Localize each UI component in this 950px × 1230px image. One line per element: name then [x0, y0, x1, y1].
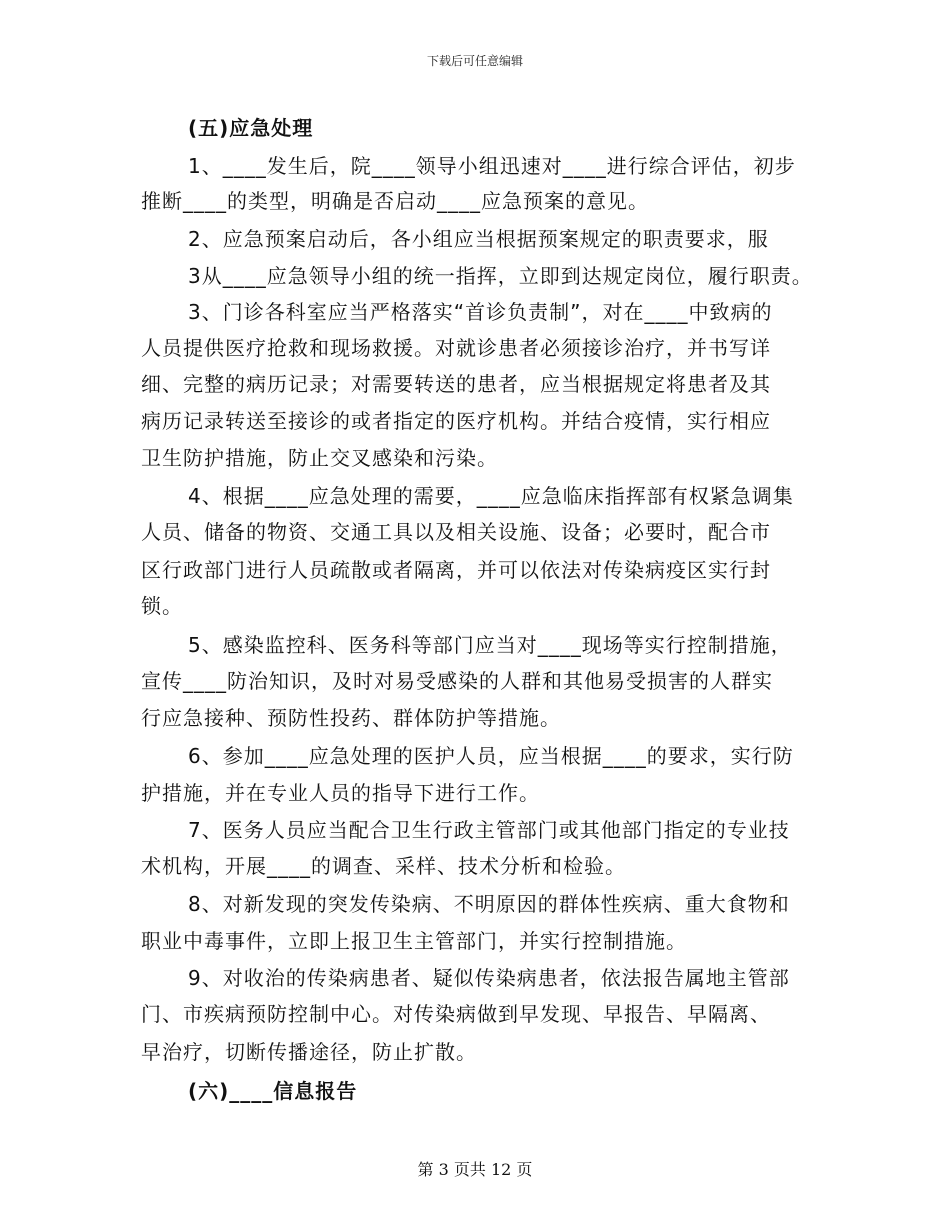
paragraph-line: 4、根据____应急处理的需要，____应急临床指挥部有权紧急调集 [188, 484, 794, 508]
paragraph-line: 早治疗，切断传播途径，防止扩散。 [141, 1040, 477, 1064]
paragraph-line: 宣传____防治知识，及时对易受感染的人群和其他易受损害的人群实 [141, 669, 773, 693]
paragraph-line: 区行政部门进行人员疏散或者隔离，并可以依法对传染病疫区实行封 [141, 558, 771, 582]
paragraph-line: 门、市疾病预防控制中心。对传染病做到早发现、早报告、早隔离、 [141, 1002, 771, 1026]
paragraph-line: 2、应急预案启动后，各小组应当根据预案规定的职责要求，服 [188, 227, 769, 251]
paragraph-line: 8、对新发现的突发传染病、不明原因的群体性疾病、重大食物和 [188, 892, 790, 916]
paragraph-line: 3、门诊各科室应当严格落实“首诊负责制”，对在____中致病的 [188, 300, 773, 324]
paragraph-line: 7、医务人员应当配合卫生行政主管部门或其他部门指定的专业技 [188, 818, 790, 842]
section-heading-6: (六)____信息报告 [188, 1079, 358, 1103]
paragraph-line: 1、____发生后，院____领导小组迅速对____进行综合评估，初步 [188, 154, 796, 178]
paragraph-line: 护措施，并在专业人员的指导下进行工作。 [141, 781, 540, 805]
paragraph-line: 卫生防护措施，防止交叉感染和污染。 [141, 446, 498, 470]
paragraph-line: 病历记录转送至接诊的或者指定的医疗机构。并结合疫情，实行相应 [141, 409, 771, 433]
paragraph-line: 6、参加____应急处理的医护人员，应当根据____的要求，实行防 [188, 744, 794, 768]
page-header: 下载后可任意编辑 [426, 54, 523, 68]
paragraph-line: 锁。 [141, 594, 183, 618]
section-heading-5: (五)应急处理 [188, 116, 314, 140]
paragraph-line: 推断____的类型，明确是否启动____应急预案的意见。 [141, 189, 649, 213]
paragraph-line: 术机构，开展____的调查、采样、技术分析和检验。 [141, 854, 626, 878]
paragraph-line: 5、感染监控科、医务科等部门应当对____现场等实行控制措施， [188, 633, 792, 657]
paragraph-line: 细、完整的病历记录；对需要转送的患者，应当根据规定将患者及其 [141, 372, 771, 396]
paragraph-line: 人员、储备的物资、交通工具以及相关设施、设备；必要时，配合市 [141, 520, 771, 544]
paragraph-line: 职业中毒事件，立即上报卫生主管部门，并实行控制措施。 [141, 929, 687, 953]
paragraph-line: 行应急接种、预防性投药、群体防护等措施。 [141, 706, 561, 730]
page-footer: 第 3 页共 12 页 [417, 1160, 533, 1179]
paragraph-line: 人员提供医疗抢救和现场救援。对就诊患者必须接诊治疗，并书写详 [141, 336, 771, 360]
paragraph-line: 3从____应急领导小组的统一指挥，立即到达规定岗位，履行职责。 [188, 264, 813, 288]
paragraph-line: 9、对收治的传染病患者、疑似传染病患者，依法报告属地主管部 [188, 966, 790, 990]
